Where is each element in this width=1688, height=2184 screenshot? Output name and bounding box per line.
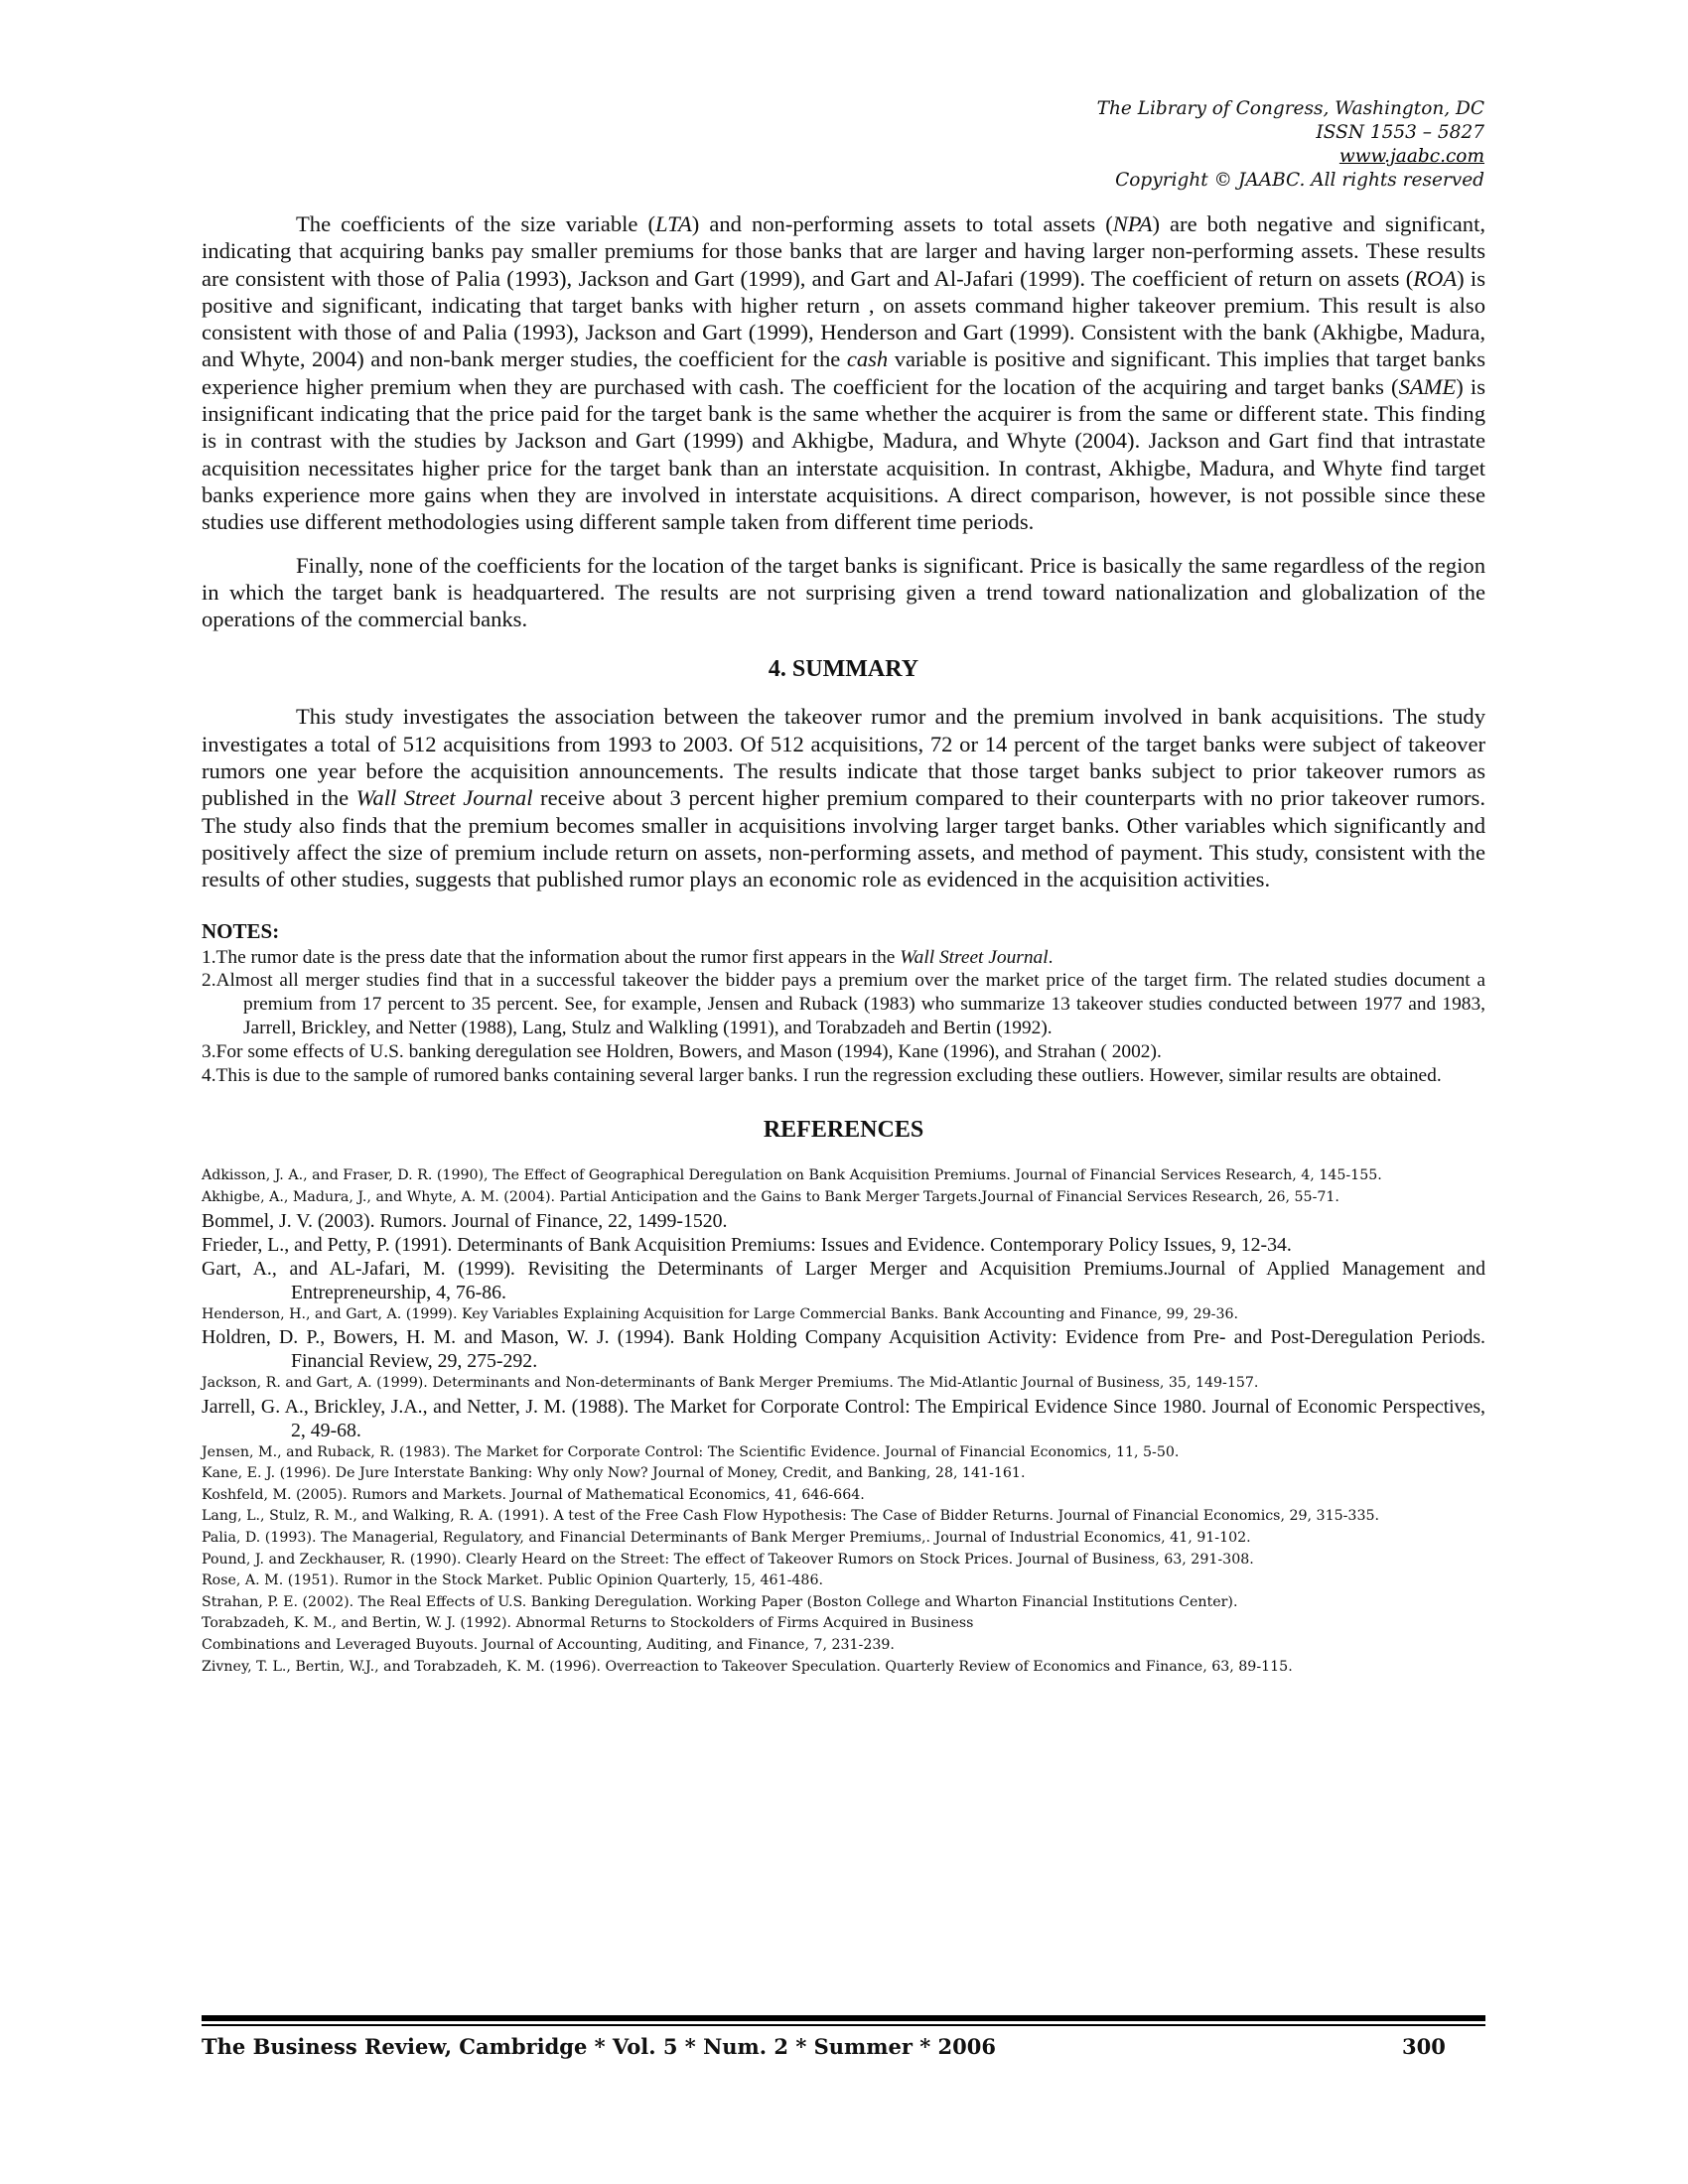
reference-item: Torabzadeh, K. M., and Bertin, W. J. (1992). Abnormal Returns to Stockolders of Firms Acquired in Business xyxy=(202,1615,974,1632)
reference-item: Pound, J. and Zeckhauser, R. (1990). Clearly Heard on the Street: The effect of Takeover Rumors on Stock Prices. Journal of Business, 63, 291-308. xyxy=(202,1551,1254,1568)
page-number: 300 xyxy=(1402,2034,1446,2059)
results-paragraph-1: The coefficients of the size variable (LTA) and non-performing assets to total assets (NPA) are both negative and significant, indicating that acquiring banks pay smaller premiums for those banks that are larger and having larger non-performing assets. These results are consistent with those of Palia (1993), Jackson and Gart (1999), and Gart and Al-Jafari (1999). The coefficient of return on assets (ROA) is positive and significant, indicating that target banks with higher return , on assets command higher takeover premium. This result is also consistent with those of and Palia (1993), Jackson and Gart (1999), Henderson and Gart (1999). Consistent with the bank (Akhigbe, Madura, and Whyte, 2004) and non-bank merger studies, the coefficient for the cash variable is positive and significant. This implies that target banks experience higher premium when they are purchased with cash. The coefficient for the location of the acquiring and target banks (SAME) is insignificant indicating that the price paid for the target bank is the same whether the acquirer is from the same or different state. This finding is in contrast with the studies by Jackson and Gart (1999) and Akhigbe, Madura, and Whyte (2004). Jackson and Gart find that intrastate acquisition necessitates higher price for the target bank than an interstate acquisition. In contrast, Akhigbe, Madura, and Whyte find target banks experience more gains when they are involved in interstate acquisitions. A direct comparison, however, is not possible since these studies use different methodologies using different sample taken from different time periods. xyxy=(202,211,1486,535)
note-4: 4.This is due to the sample of rumored banks containing several larger banks. I run the regression excluding these outliers. However, similar results are obtained. xyxy=(202,1064,1442,1086)
reference-item: Adkisson, J. A., and Fraser, D. R. (1990), The Effect of Geographical Deregulation on Bank Acquisition Premiums. Journal of Financial Services Research, 4, 145-155. xyxy=(202,1167,1382,1184)
header-issn: ISSN 1553 – 5827 xyxy=(1316,122,1484,143)
reference-item: Rose, A. M. (1951). Rumor in the Stock Market. Public Opinion Quarterly, 15, 461-486. xyxy=(202,1572,823,1589)
reference-item: Zivney, T. L., Bertin, W.J., and Torabzadeh, K. M. (1996). Overreaction to Takeover Speculation. Quarterly Review of Economics and Finance, 63, 89-115. xyxy=(202,1658,1293,1675)
summary-paragraph: This study investigates the association between the takeover rumor and the premium involved in bank acquisitions. The study investigates a total of 512 acquisitions from 1993 to 2003. Of 512 acquisitions, 72 or 14 percent of the target banks were subject of takeover rumors one year before the acquisition announcements. The results indicate that those target banks subject to prior takeover rumors as published in the Wall Street Journal receive about 3 percent higher premium compared to their counterparts with no prior takeover rumors. The study also finds that the premium becomes smaller in acquisitions involving larger target banks. Other variables which significantly and positively affect the size of premium include return on assets, non-performing assets, and method of payment. This study, consistent with the results of other studies, suggests that published rumor plays an economic role as evidenced in the acquisition activities. xyxy=(202,704,1485,892)
reference-item: Combinations and Leveraged Buyouts. Journal of Accounting, Auditing, and Finance, 7, 231-239. xyxy=(202,1637,895,1654)
reference-item: Holdren, D. P., Bowers, H. M. and Mason, W. J. (1994). Bank Holding Company Acquisition Activity: Evidence from Pre- and Post-Deregulation Periods. Financial Review, 29, 275-292. xyxy=(202,1326,1485,1373)
reference-item: Henderson, H., and Gart, A. (1999). Key Variables Explaining Acquisition for Large Commercial Banks. Bank Accounting and Finance, 99, 29-36. xyxy=(202,1305,1239,1322)
note-1: 1.The rumor date is the press date that the information about the rumor first appears in the Wall Street Journal. xyxy=(202,946,1054,968)
header-copyright: Copyright © JAABC. All rights reserved xyxy=(1115,170,1484,191)
reference-item: Frieder, L., and Petty, P. (1991). Determinants of Bank Acquisition Premiums: Issues and Evidence. Contemporary Policy Issues, 9, 12-34. xyxy=(202,1233,1292,1256)
journal-footer: The Business Review, Cambridge * Vol. 5 * Num. 2 * Summer * 2006 xyxy=(202,2034,996,2059)
footer-rule-thin xyxy=(202,2024,1485,2026)
references-heading: REFERENCES xyxy=(763,1117,924,1144)
reference-item: Strahan, P. E. (2002). The Real Effects of U.S. Banking Deregulation. Working Paper (Boston College and Wharton Financial Institutions Center). xyxy=(202,1593,1238,1610)
page-header xyxy=(1097,97,1484,193)
notes-heading: NOTES: xyxy=(202,918,280,943)
reference-item: Palia, D. (1993). The Managerial, Regulatory, and Financial Determinants of Bank Merger Premiums,. Journal of Industrial Economics, 41, 91-102. xyxy=(202,1530,1251,1547)
reference-item: Jackson, R. and Gart, A. (1999). Determinants and Non-determinants of Bank Merger Premiums. The Mid-Atlantic Journal of Business, 35, 149-157. xyxy=(202,1375,1259,1392)
reference-item: Jarrell, G. A., Brickley, J.A., and Netter, J. M. (1988). The Market for Corporate Control: The Empirical Evidence Since 1980. Journal of Economic Perspectives, 2, 49-68. xyxy=(202,1395,1485,1441)
reference-item: Kane, E. J. (1996). De Jure Interstate Banking: Why only Now? Journal of Money, Credit, and Banking, 28, 141-161. xyxy=(202,1465,1026,1482)
reference-item: Gart, A., and AL-Jafari, M. (1999). Revisiting the Determinants of Larger Merger and Acquisition Premiums.Journal of Applied Management and Entrepreneurship, 4, 76-86. xyxy=(202,1257,1485,1303)
article-body xyxy=(202,210,1485,1678)
reference-item: Lang, L., Stulz, R. M., and Walking, R. A. (1991). A test of the Free Cash Flow Hypothesis: The Case of Bidder Returns. Journal of Financial Economics, 29, 315-335. xyxy=(202,1508,1380,1525)
summary-heading: 4. SUMMARY xyxy=(768,656,919,683)
footer-rule-thick xyxy=(202,2015,1485,2021)
header-url-link[interactable]: www.jaabc.com xyxy=(1338,146,1484,167)
reference-item: Jensen, M., and Ruback, R. (1983). The Market for Corporate Control: The Scientific Evidence. Journal of Financial Economics, 11, 5-50. xyxy=(202,1443,1180,1460)
reference-item: Bommel, J. V. (2003). Rumors. Journal of Finance, 22, 1499-1520. xyxy=(202,1209,728,1232)
reference-item: Akhigbe, A., Madura, J., and Whyte, A. M. (2004). Partial Anticipation and the Gains to Bank Merger Targets.Journal of Financial Services Research, 26, 55-71. xyxy=(202,1188,1339,1205)
reference-item: Koshfeld, M. (2005). Rumors and Markets. Journal of Mathematical Economics, 41, 646-664. xyxy=(202,1486,865,1503)
header-library: The Library of Congress, Washington, DC xyxy=(1096,98,1484,119)
results-paragraph-2: Finally, none of the coefficients for the location of the target banks is significant. Price is basically the same regardless of the region in which the target bank is headquartered. The results are not surprising given a trend toward nationalization and globalization of the operations of the commercial banks. xyxy=(202,552,1485,632)
note-2: 2.Almost all merger studies find that in a successful takeover the bidder pays a premium over the market price of the target firm. The related studies document a premium from 17 percent to 35 percent. See, for example, Jensen and Ruback (1983) who summarize 13 takeover studies conducted between 1977 and 1983, Jarrell, Brickley, and Netter (1988), Lang, Stulz and Walkling (1991), and Torabzadeh and Bertin (1992). xyxy=(202,970,1485,1038)
note-3: 3.For some effects of U.S. banking deregulation see Holdren, Bowers, and Mason (1994), Kane (1996), and Strahan ( 2002). xyxy=(202,1040,1162,1062)
